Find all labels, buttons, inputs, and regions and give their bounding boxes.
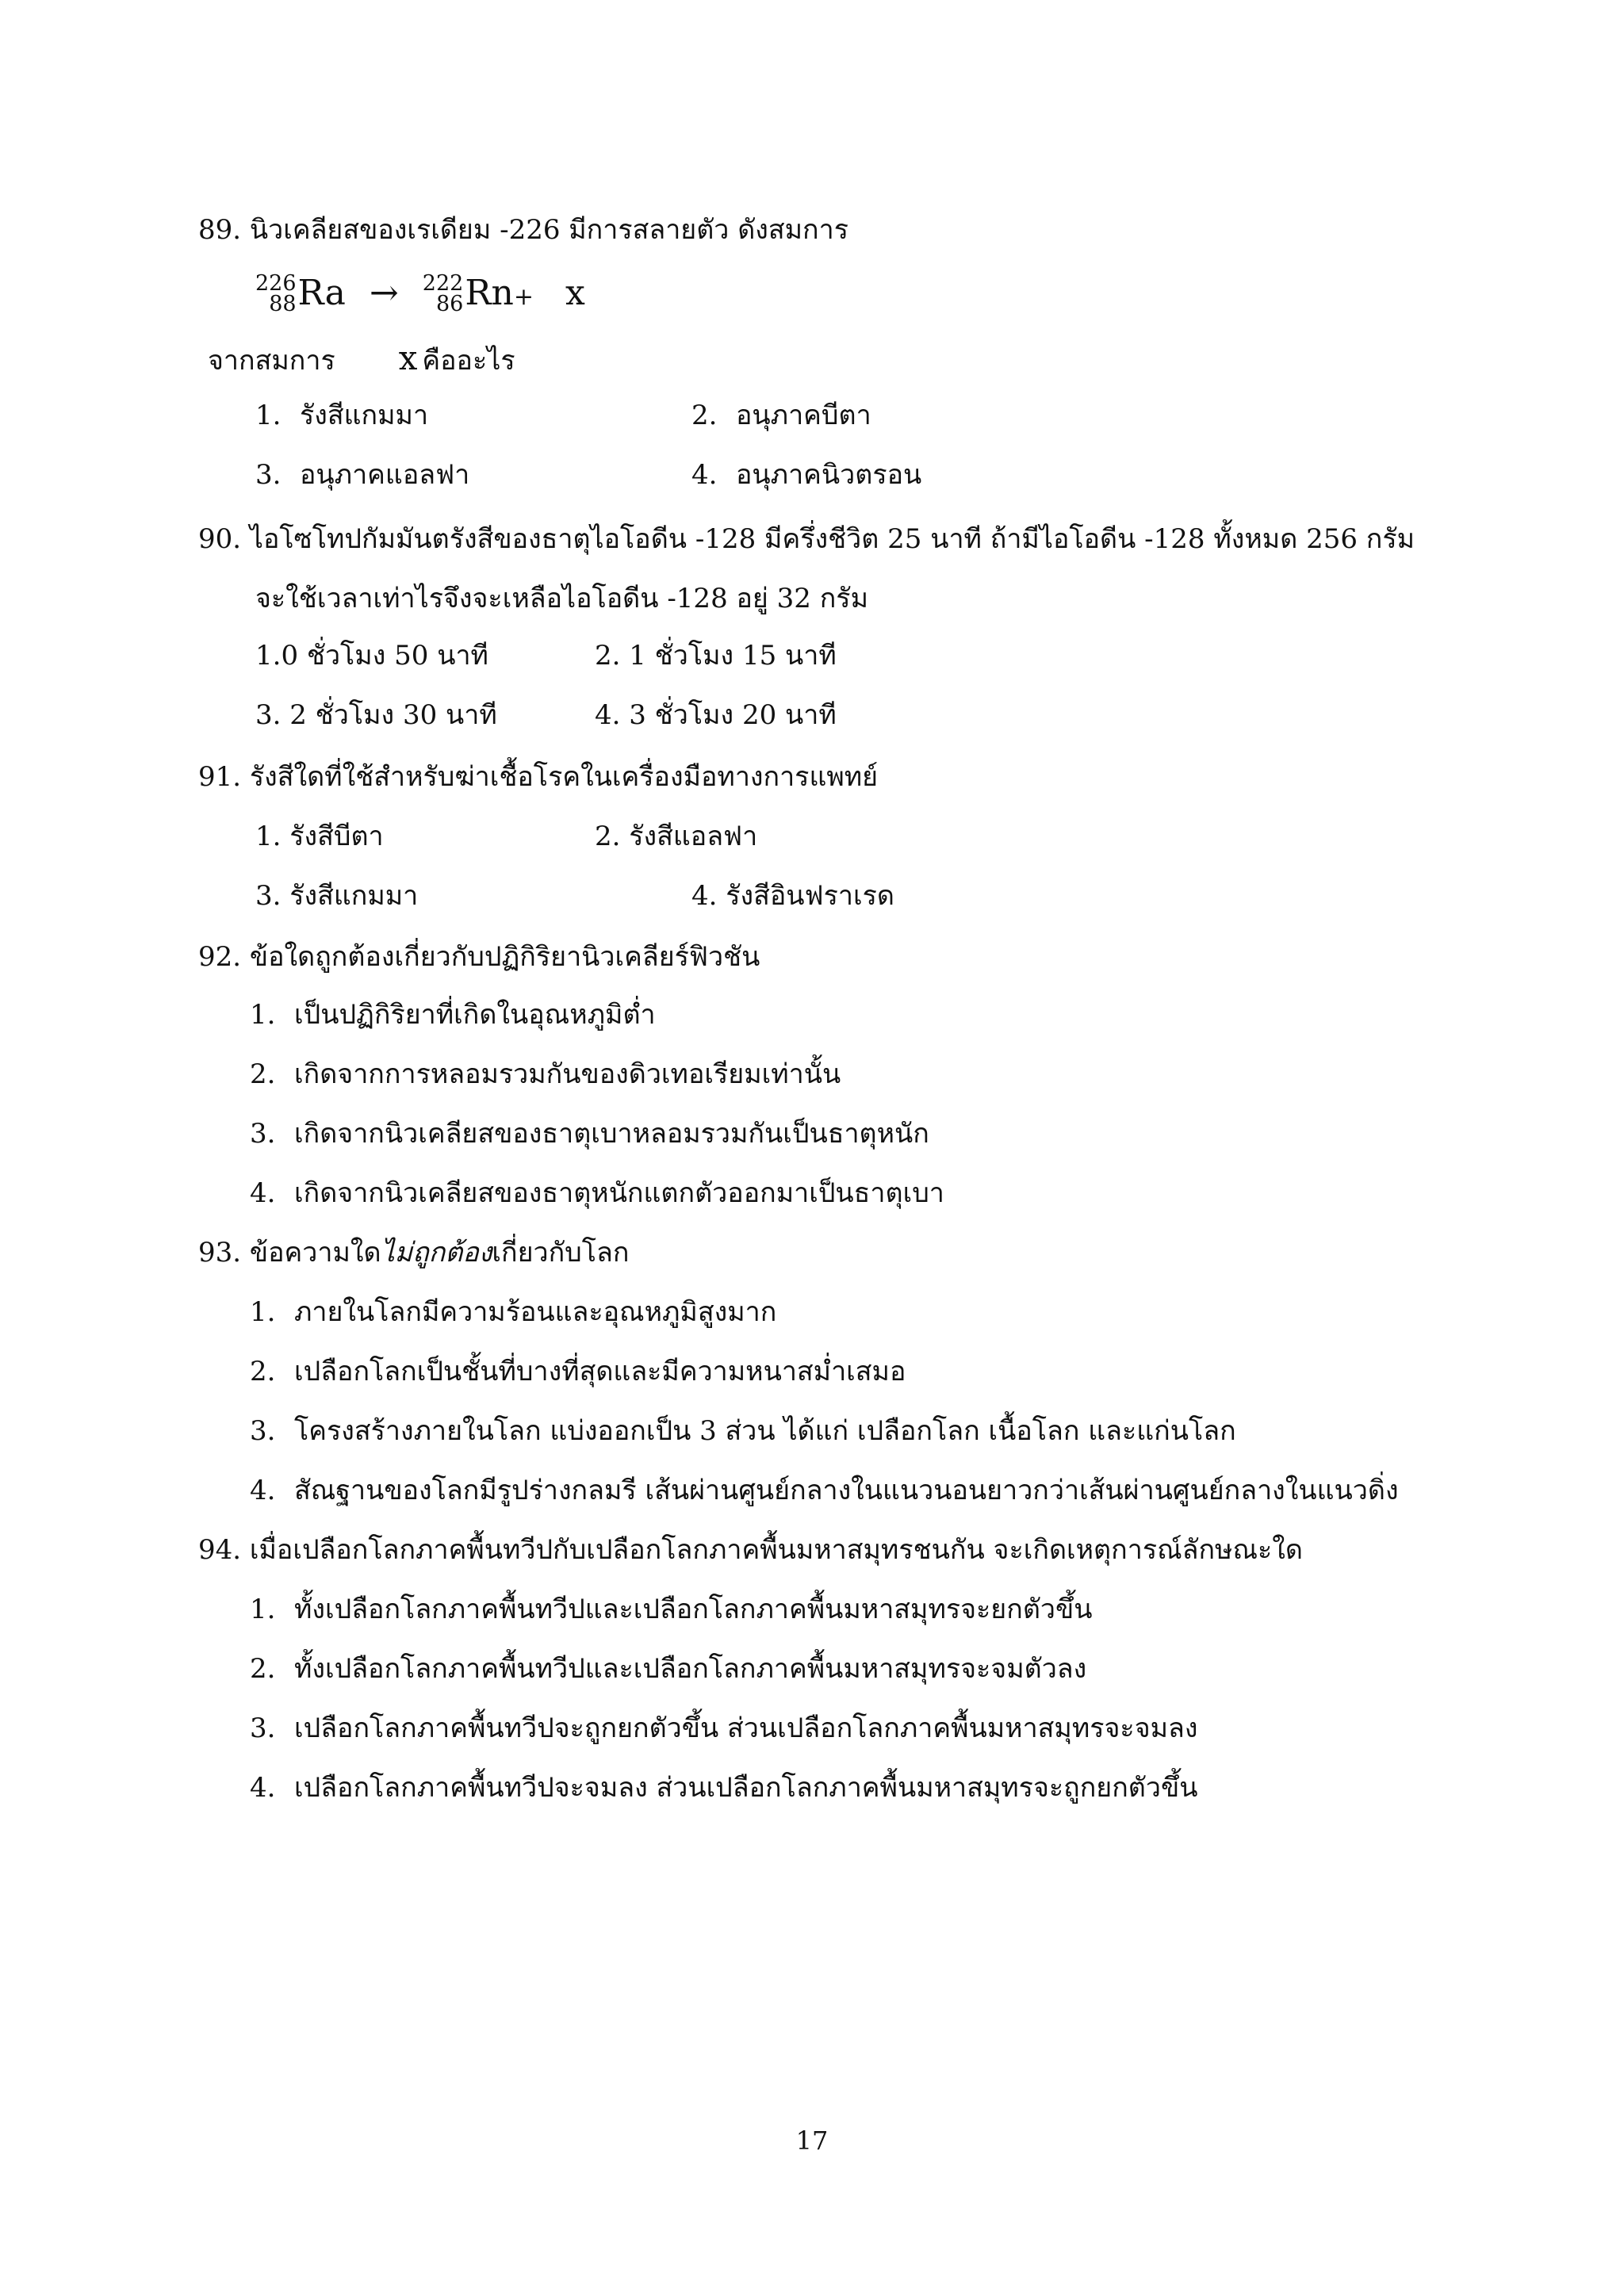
unknown-particle: x — [565, 273, 585, 313]
q91-option-1[interactable]: 1. รังสีบีตา — [255, 821, 384, 852]
q94-option-1[interactable]: 1. ทั้งเปลือกโลกภาคพื้นทวีปและเปลือกโลกภาคพื้นมหาสมุทรจะยกตัวขึ้น — [250, 1594, 1093, 1625]
q91-question: 91. รังสีใดที่ใช้สำหรับฆ่าเชื้อโรคในเครื่องมือทางการแพทย์ — [198, 761, 879, 793]
radium-mass-number: 226 — [255, 270, 297, 296]
q90-option-3[interactable]: 3. 2 ชั่วโมง 30 นาที — [255, 699, 497, 731]
q92-question: 92. ข้อใดถูกต้องเกี่ยวกับปฏิกิริยานิวเคลียร์ฟิวชัน — [198, 941, 760, 973]
q89-option-1[interactable]: 1. รังสีแกมมา — [255, 400, 429, 431]
q89-option-3[interactable]: 3. อนุภาคแอลฟา — [255, 459, 470, 491]
radium-symbol: Ra — [297, 273, 346, 313]
q92-option-1[interactable]: 1. เป็นปฏิกิริยาที่เกิดในอุณหภูมิต่ำ — [250, 999, 656, 1031]
radon-nuclide — [423, 270, 514, 317]
q89-nuclear-equation — [255, 270, 585, 321]
radium-atomic-number: 88 — [269, 291, 297, 316]
q92-option-4[interactable]: 4. เกิดจากนิวเคลียสของธาตุหนักแตกตัวออกมาเป็นธาตุเบา — [250, 1177, 944, 1209]
q90-option-4[interactable]: 4. 3 ชั่วโมง 20 นาที — [595, 699, 837, 731]
q94-option-3[interactable]: 3. เปลือกโลกภาคพื้นทวีปจะถูกยกตัวขึ้น ส่วนเปลือกโลกภาคพื้นมหาสมุทรจะจมลง — [250, 1712, 1198, 1744]
q92-option-3[interactable]: 3. เกิดจากนิวเคลียสของธาตุเบาหลอมรวมกันเป็นธาตุหนัก — [250, 1118, 929, 1150]
q89-sub-question — [208, 341, 515, 378]
reaction-arrow: → — [369, 273, 399, 313]
q89-sub-prefix: จากสมการ — [208, 345, 335, 377]
q89-option-4[interactable]: 4. อนุภาคนิวตรอน — [691, 459, 922, 491]
q90-question-line-1: 90. ไอโซโทปกัมมันตรังสีของธาตุไอโอดีน -128 มีครึ่งชีวิต 25 นาที ถ้ามีไอโอดีน -128 ทั้งหมด 256 กรัม — [198, 523, 1415, 555]
q93-question: 93. ข้อความใดไม่ถูกต้องเกี่ยวกับโลก — [198, 1237, 630, 1269]
q89-question: 89. นิวเคลียสของเรเดียม -226 มีการสลายตัว ดังสมการ — [198, 214, 848, 246]
radon-mass-number: 222 — [422, 270, 464, 296]
q91-option-2[interactable]: 2. รังสีแอลฟา — [595, 821, 758, 852]
q93-emphasis: ไม่ถูกต้อง — [381, 1237, 492, 1269]
q90-option-2[interactable]: 2. 1 ชั่วโมง 15 นาที — [595, 640, 837, 672]
q91-option-3[interactable]: 3. รังสีแกมมา — [255, 880, 419, 912]
q89-option-2[interactable]: 2. อนุภาคบีตา — [691, 400, 871, 431]
q94-option-4[interactable]: 4. เปลือกโลกภาคพื้นทวีปจะจมลง ส่วนเปลือกโลกภาคพื้นมหาสมุทรจะถูกยกตัวขึ้น — [250, 1772, 1198, 1804]
q93-option-1[interactable]: 1. ภายในโลกมีความร้อนและอุณหภูมิสูงมาก — [250, 1296, 777, 1328]
q94-question: 94. เมื่อเปลือกโลกภาคพื้นทวีปกับเปลือกโลกภาคพื้นมหาสมุทรชนกัน จะเกิดเหตุการณ์ลักษณะใด — [198, 1534, 1303, 1566]
q89-sub-suffix: คืออะไร — [422, 345, 515, 377]
q91-option-4[interactable]: 4. รังสีอินฟราเรด — [691, 880, 894, 912]
q94-option-2[interactable]: 2. ทั้งเปลือกโลกภาคพื้นทวีปและเปลือกโลกภาคพื้นมหาสมุทรจะจมตัวลง — [250, 1653, 1087, 1685]
q93-option-3[interactable]: 3. โครงสร้างภายในโลก แบ่งออกเป็น 3 ส่วน ได้แก่ เปลือกโลก เนื้อโลก และแก่นโลก — [250, 1415, 1236, 1447]
q90-question-line-2: จะใช้เวลาเท่าไรจึงจะเหลือไอโอดีน -128 อยู่ 32 กรัม — [255, 583, 868, 614]
radium-nuclide — [255, 270, 346, 317]
radon-symbol: Rn — [465, 273, 514, 313]
page-number: 17 — [795, 2126, 829, 2156]
plus-sign: + — [513, 283, 534, 311]
q90-option-1[interactable]: 1.0 ชั่วโมง 50 นาที — [255, 640, 488, 672]
radon-atomic-number: 86 — [435, 291, 464, 316]
q89-sub-var: x — [398, 339, 418, 377]
q92-option-2[interactable]: 2. เกิดจากการหลอมรวมกันของดิวเทอเรียมเท่านั้น — [250, 1058, 841, 1090]
q93-option-4[interactable]: 4. สัณฐานของโลกมีรูปร่างกลมรี เส้นผ่านศูนย์กลางในแนวนอนยาวกว่าเส้นผ่านศูนย์กลางในแนวดิ่ง — [250, 1475, 1399, 1506]
q93-option-2[interactable]: 2. เปลือกโลกเป็นชั้นที่บางที่สุดและมีความหนาสม่ำเสมอ — [250, 1356, 906, 1387]
